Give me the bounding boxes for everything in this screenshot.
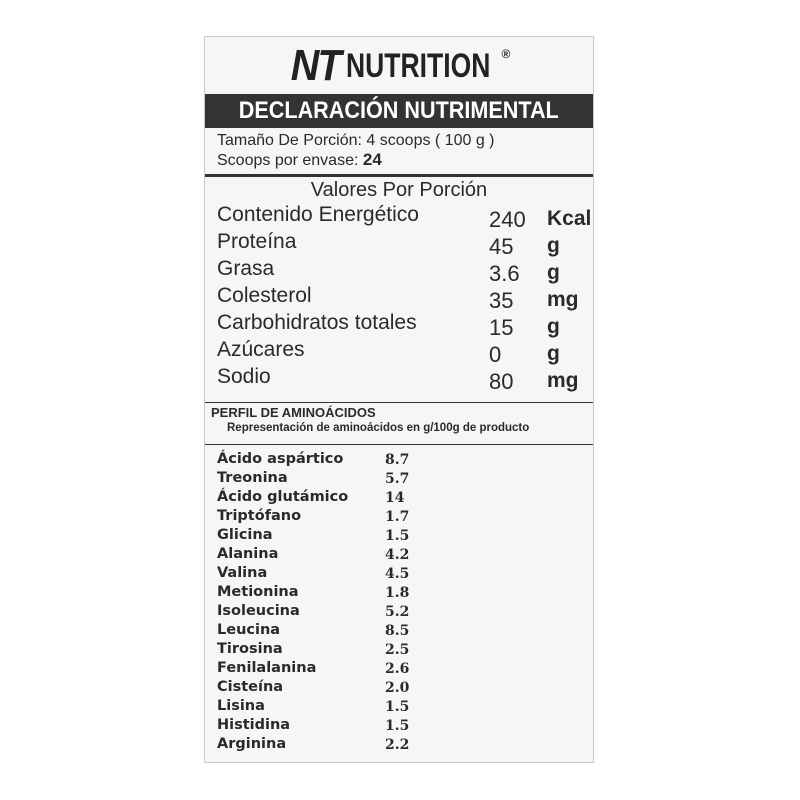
nutrient-unit: g (547, 234, 560, 257)
amino-acid-row (217, 736, 585, 755)
amino-acid-name: Arginina (217, 736, 287, 752)
serving-size-label: Tamaño De Porción: (217, 132, 362, 149)
amino-acid-row (217, 698, 585, 717)
amino-acid-name: Histidina (217, 717, 291, 733)
servings-per-container-row (217, 150, 585, 170)
amino-acid-row (217, 489, 585, 508)
values-per-serving-heading: Valores Por Porción (310, 179, 488, 201)
serving-size-value: 4 scoops ( 100 g ) (366, 132, 495, 149)
amino-acid-row (217, 470, 585, 489)
brand-logo: NT (290, 41, 340, 90)
nutrient-unit: mg (547, 369, 579, 392)
nutrient-name: Azúcares (217, 338, 305, 361)
amino-acid-value: 1.8 (385, 585, 410, 601)
nutrient-value: 0 (489, 342, 502, 367)
amino-acid-row (217, 660, 585, 679)
nutrient-name: Carbohidratos totales (217, 311, 417, 334)
nutrient-row (217, 311, 587, 338)
amino-acid-name: Treonina (217, 470, 288, 486)
nutrient-name: Sodio (217, 365, 271, 388)
amino-acid-row (217, 641, 585, 660)
nutrient-unit: g (547, 342, 560, 365)
amino-acid-row (217, 679, 585, 698)
nutrient-value: 45 (489, 234, 514, 259)
amino-acid-row (217, 527, 585, 546)
amino-profile-title: PERFIL DE AMINOÁCIDOS (211, 405, 376, 420)
amino-acid-name: Glicina (217, 527, 273, 543)
serving-size-row (217, 131, 585, 150)
amino-acid-name: Ácido aspártico (217, 451, 344, 467)
amino-acid-value: 1.5 (385, 718, 410, 734)
amino-acid-value: 1.7 (385, 509, 410, 525)
nutrient-row (217, 338, 587, 365)
amino-acid-name: Lisina (217, 698, 265, 714)
serving-info (217, 131, 585, 170)
nutrient-value: 35 (489, 288, 514, 313)
amino-profile-header (211, 405, 587, 434)
amino-acid-value: 8.7 (385, 452, 410, 468)
amino-acid-row (217, 546, 585, 565)
nutrient-unit: mg (547, 288, 579, 311)
amino-acid-row (217, 508, 585, 527)
label-title-bar (205, 94, 593, 128)
amino-acid-name: Alanina (217, 546, 279, 562)
amino-profile-subtitle: Representación de aminoácidos en g/100g de producto (227, 422, 530, 434)
amino-acid-value: 14 (385, 490, 405, 506)
nutrient-name: Colesterol (217, 284, 312, 307)
amino-acid-row (217, 451, 585, 470)
amino-acid-value: 8.5 (385, 623, 410, 639)
nutrient-name: Contenido Energético (217, 203, 419, 226)
amino-acid-value: 1.5 (385, 528, 410, 544)
nutrient-name: Grasa (217, 257, 275, 280)
nutrient-value: 80 (489, 369, 514, 394)
amino-acid-row (217, 584, 585, 603)
nutrition-label (204, 36, 594, 763)
servings-per-container-label: Scoops por envase: (217, 152, 359, 169)
label-title: DECLARACIÓN NUTRIMENTAL (239, 97, 559, 124)
amino-acid-value: 2.5 (385, 642, 410, 658)
nutrient-row (217, 203, 592, 232)
amino-acid-name: Fenilalanina (217, 660, 317, 676)
amino-acid-name: Triptófano (217, 508, 302, 524)
nutrient-row (217, 257, 587, 284)
amino-acid-value: 4.2 (385, 547, 410, 563)
nutrient-row (217, 365, 587, 392)
amino-acid-value: 1.5 (385, 699, 410, 715)
amino-acid-row (217, 717, 585, 736)
registered-mark: ® (501, 47, 511, 61)
nutrient-unit: g (547, 315, 560, 338)
amino-acid-name: Leucina (217, 622, 281, 638)
brand-header (205, 37, 593, 95)
amino-acid-value: 5.7 (385, 471, 410, 487)
amino-acid-list (217, 451, 585, 755)
amino-acid-name: Ácido glutámico (217, 489, 349, 505)
nutrient-unit: g (547, 261, 560, 284)
nutrient-name: Proteína (217, 230, 297, 253)
amino-acid-name: Metionina (217, 584, 299, 600)
amino-acid-value: 2.6 (385, 661, 410, 677)
amino-acid-name: Cisteína (217, 679, 284, 695)
amino-acid-name: Tirosina (217, 641, 283, 657)
amino-acid-row (217, 565, 585, 584)
nutrient-unit: Kcal (547, 207, 592, 230)
amino-acid-row (217, 622, 585, 641)
amino-acid-value: 2.0 (385, 680, 410, 696)
amino-acid-value: 5.2 (385, 604, 410, 620)
amino-acid-value: 2.2 (385, 737, 410, 753)
divider (205, 402, 593, 403)
nutrient-list (217, 203, 592, 394)
divider (205, 174, 593, 177)
amino-acid-name: Valina (217, 565, 268, 581)
nutrient-value: 3.6 (489, 261, 520, 286)
servings-per-container-value: 24 (362, 150, 382, 169)
nutrient-value: 15 (489, 315, 514, 340)
amino-acid-row (217, 603, 585, 622)
brand-name: NUTRITION (346, 46, 491, 85)
nutrient-row (217, 284, 587, 311)
nutrient-value: 240 (489, 207, 526, 232)
nutrient-row (217, 230, 587, 257)
amino-acid-value: 4.5 (385, 566, 410, 582)
amino-acid-name: Isoleucina (217, 603, 300, 619)
divider (205, 444, 593, 445)
